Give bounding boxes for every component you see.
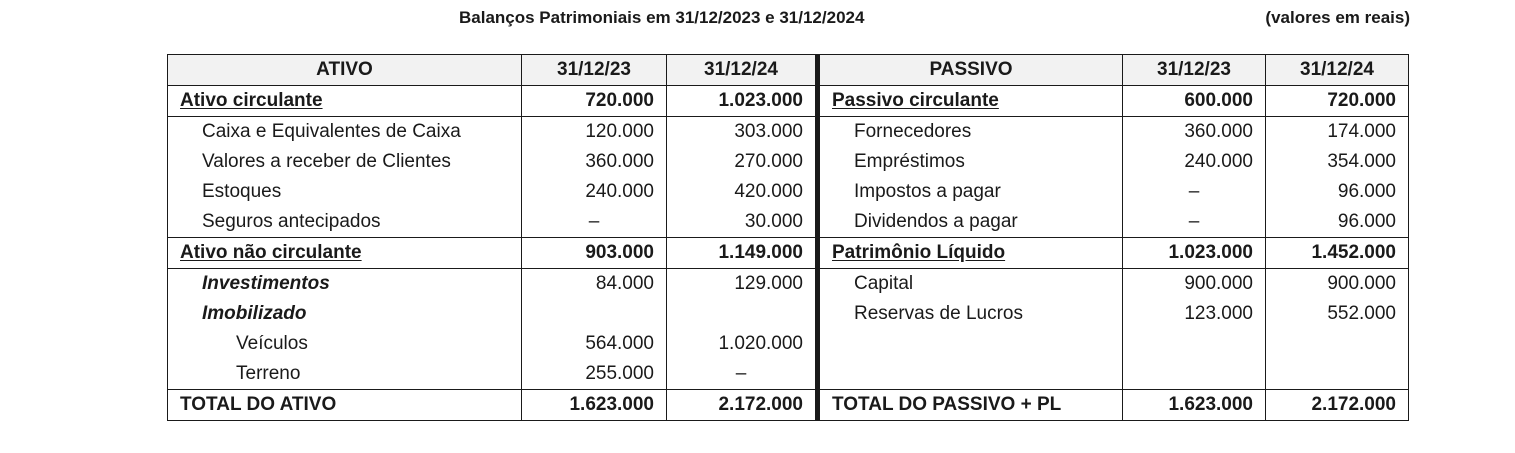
header-row — [168, 55, 1409, 86]
table-row — [168, 269, 1409, 300]
row-label-ativo-circulante: Ativo circulante — [168, 86, 522, 117]
row-label-dividendos: Dividendos a pagar — [818, 207, 1123, 238]
value-terreno-2024: – — [667, 359, 818, 390]
value-reservas-2023: 123.000 — [1123, 299, 1266, 329]
value-impostos-2024: 96.000 — [1266, 177, 1409, 207]
value-dividendos-2023: – — [1123, 207, 1266, 238]
empty-cell — [818, 359, 1123, 390]
value-fornecedores-2024: 174.000 — [1266, 117, 1409, 148]
table-row — [168, 207, 1409, 238]
empty-cell — [1123, 329, 1266, 359]
col-header-ativo-2024: 31/12/24 — [667, 55, 818, 86]
table-row — [168, 177, 1409, 207]
row-label-investimentos: Investimentos — [168, 269, 522, 300]
table-row — [168, 86, 1409, 117]
value-ativo-circulante-2023: 720.000 — [522, 86, 667, 117]
value-ativo-circulante-2024: 1.023.000 — [667, 86, 818, 117]
row-label-emprestimos: Empréstimos — [818, 147, 1123, 177]
value-clientes-2024: 270.000 — [667, 147, 818, 177]
row-label-reservas: Reservas de Lucros — [818, 299, 1123, 329]
row-label-seguros: Seguros antecipados — [168, 207, 522, 238]
value-imobilizado-2023 — [522, 299, 667, 329]
value-caixa-2024: 303.000 — [667, 117, 818, 148]
total-passivo-label: TOTAL DO PASSIVO + PL — [818, 390, 1123, 421]
row-label-imobilizado: Imobilizado — [168, 299, 522, 329]
col-header-passivo-2023: 31/12/23 — [1123, 55, 1266, 86]
empty-cell — [818, 329, 1123, 359]
empty-cell — [1266, 359, 1409, 390]
value-fornecedores-2023: 360.000 — [1123, 117, 1266, 148]
empty-cell — [1123, 359, 1266, 390]
total-ativo-label: TOTAL DO ATIVO — [168, 390, 522, 421]
value-caixa-2023: 120.000 — [522, 117, 667, 148]
table-row — [168, 117, 1409, 148]
row-label-caixa: Caixa e Equivalentes de Caixa — [168, 117, 522, 148]
value-capital-2023: 900.000 — [1123, 269, 1266, 300]
value-dividendos-2024: 96.000 — [1266, 207, 1409, 238]
value-ativo-nao-circulante-2023: 903.000 — [522, 238, 667, 269]
col-header-passivo: PASSIVO — [818, 55, 1123, 86]
total-ativo-2023: 1.623.000 — [522, 390, 667, 421]
value-seguros-2024: 30.000 — [667, 207, 818, 238]
value-passivo-circulante-2023: 600.000 — [1123, 86, 1266, 117]
value-impostos-2023: – — [1123, 177, 1266, 207]
value-terreno-2023: 255.000 — [522, 359, 667, 390]
value-passivo-circulante-2024: 720.000 — [1266, 86, 1409, 117]
page-title: Balanços Patrimoniais em 31/12/2023 e 31/12/2024 — [459, 8, 865, 27]
value-emprestimos-2024: 354.000 — [1266, 147, 1409, 177]
col-header-passivo-2024: 31/12/24 — [1266, 55, 1409, 86]
col-header-ativo-2023: 31/12/23 — [522, 55, 667, 86]
row-label-ativo-nao-circulante: Ativo não circulante — [168, 238, 522, 269]
value-veiculos-2023: 564.000 — [522, 329, 667, 359]
table-row — [168, 299, 1409, 329]
row-label-estoques: Estoques — [168, 177, 522, 207]
value-seguros-2023: – — [522, 207, 667, 238]
totals-row — [168, 390, 1409, 421]
value-clientes-2023: 360.000 — [522, 147, 667, 177]
value-estoques-2023: 240.000 — [522, 177, 667, 207]
row-label-impostos: Impostos a pagar — [818, 177, 1123, 207]
value-estoques-2024: 420.000 — [667, 177, 818, 207]
balance-sheet-table — [167, 54, 1409, 421]
value-reservas-2024: 552.000 — [1266, 299, 1409, 329]
value-imobilizado-2024 — [667, 299, 818, 329]
value-capital-2024: 900.000 — [1266, 269, 1409, 300]
units-note: (valores em reais) — [1265, 8, 1410, 27]
row-label-capital: Capital — [818, 269, 1123, 300]
total-passivo-2023: 1.623.000 — [1123, 390, 1266, 421]
table-row — [168, 329, 1409, 359]
value-investimentos-2024: 129.000 — [667, 269, 818, 300]
empty-cell — [1266, 329, 1409, 359]
value-patrimonio-liquido-2023: 1.023.000 — [1123, 238, 1266, 269]
row-label-veiculos: Veículos — [168, 329, 522, 359]
value-ativo-nao-circulante-2024: 1.149.000 — [667, 238, 818, 269]
value-veiculos-2024: 1.020.000 — [667, 329, 818, 359]
row-label-terreno: Terreno — [168, 359, 522, 390]
value-emprestimos-2023: 240.000 — [1123, 147, 1266, 177]
row-label-clientes: Valores a receber de Clientes — [168, 147, 522, 177]
total-ativo-2024: 2.172.000 — [667, 390, 818, 421]
value-patrimonio-liquido-2024: 1.452.000 — [1266, 238, 1409, 269]
row-label-passivo-circulante: Passivo circulante — [818, 86, 1123, 117]
table-row — [168, 359, 1409, 390]
total-passivo-2024: 2.172.000 — [1266, 390, 1409, 421]
col-header-ativo: ATIVO — [168, 55, 522, 86]
row-label-patrimonio-liquido: Patrimônio Líquido — [818, 238, 1123, 269]
table-row — [168, 238, 1409, 269]
table-row — [168, 147, 1409, 177]
value-investimentos-2023: 84.000 — [522, 269, 667, 300]
row-label-fornecedores: Fornecedores — [818, 117, 1123, 148]
